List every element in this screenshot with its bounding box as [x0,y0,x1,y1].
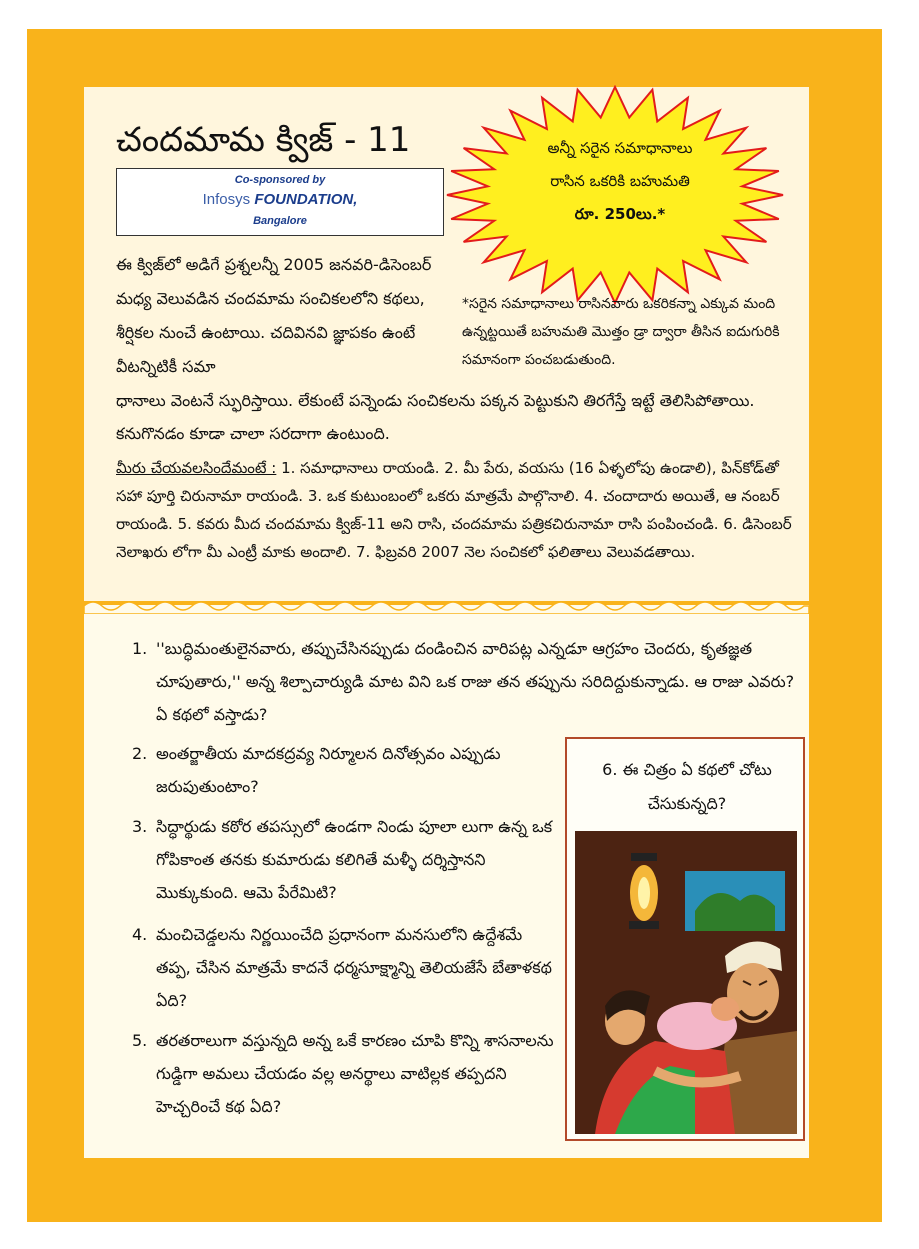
sponsor-foundation: FOUNDATION, [250,191,358,208]
question-6-picture-box [565,737,805,1141]
picture-caption: 6. ఈ చిత్రం ఏ కథలో చోటు చేసుకున్నది? [602,760,772,813]
sponsor-line-1: Co-sponsored by [234,174,326,186]
prize-text [535,132,705,231]
story-illustration [575,831,797,1134]
rules-paragraph [116,454,806,566]
infosys-logo: Infosys [202,191,251,208]
question-text: మంచిచెడ్డలను నిర్ణయించేది ప్రధానంగా మనసులోని ఉద్దేశమే తప్ప, చేసిన మాత్రమే కాదనే ధర్మసూక్ష్మాన్ని తెలియజేసే బేతాళకథ ఏది? [156,925,552,1010]
intro-paragraph-continued: ధానాలు వెంటనే స్ఫురిస్తాయి. లేకుంటే పన్నెండు సంచికలను పక్కన పెట్టుకుని తిరగేస్తే ఇట్టే తెలిసిపోతాయి. కనుగొనడం కూడా చాలా సరదాగా ఉంటుంది. [116,391,755,443]
question-number: 5. [132,1031,148,1050]
question-text: సిద్ధార్థుడు కఠోర తపస్సులో ఉండగా నిండు పూలా లుగా ఉన్న ఒక గోపికాంత తనకు కుమారుడు కలిగితే మళ్ళీ దర్శిస్తానని మొక్కుకుంది. ఆమె పేరేమిటి? [156,817,553,902]
question-1 [132,632,807,731]
prize-line-1: అన్నీ సరైన సమాధానాలు [547,139,693,157]
sponsor-line-2 [117,191,443,208]
question-number: 3. [132,817,148,836]
question-3 [132,810,557,909]
rules-text: 1. సమాధానాలు రాయండి. 2. మీ పేరు, వయసు (16 ఏళ్ళలోపు ఉండాలి), పిన్‌కోడ్‌తో సహా పూర్తి చిరునామా రాయండి. 3. ఒక కుటుంబంలో ఒకరు మాత్రమే పాల్గొనాలి. 4. చందాదారు అయితే, ఆ నంబర్ రాయండి. 5. కవరు మీద చందమామ క్విజ్-11 అని రాసి, చందమామ పత్రికచిరునామా రాసి పంపించండి. 6. డిసెంబర్ నెలాఖరు లోగా మీ ఎంట్రీ మాకు అందాలి. 7. ఫిబ్రవరి 2007 నెల సంచికలో ఫలితాలు వెలువడతాయి. [116,459,792,561]
page-title: చందమామ క్విజ్ - 11 [116,120,411,160]
question-text: ''బుద్ధిమంతులైనవారు, తప్పుచేసినప్పుడు దండించిన వారిపట్ల ఎన్నడూ ఆగ్రహం చెందరు, కృతజ్ఞత చూపుతారు,'' అన్న శిల్పాచార్యుడి మాట విని ఒక రాజు తన తప్పును సరిదిద్దుకున్నాడు. ఆ రాజు ఎవరు? ఏ కథలో వస్తాడు? [156,639,795,724]
question-number: 2. [132,744,148,763]
question-text: అంతర్జాతీయ మాదకద్రవ్య నిర్మూలన దినోత్సవం ఎప్పుడు జరుపుతుంటాం? [156,744,501,796]
question-4 [132,918,557,1017]
question-5 [132,1024,557,1123]
question-number: 4. [132,925,148,944]
wavy-divider [84,598,809,614]
question-number: 1. [132,639,148,658]
prize-footnote: *సరైన సమాధానాలు రాసినవారు ఒకరికన్నా ఎక్కువ మంది ఉన్నట్టయితే బహుమతి మొత్తం డ్రా ద్వారా తీసిన ఐదుగురికి సమానంగా పంచబడుతుంది. [462,296,780,368]
question-2 [132,737,557,803]
prize-line-2: రాసిన ఒకరికి బహుమతి [550,172,690,190]
prize-line-3: రూ. 250లు.* [574,205,666,223]
intro-paragraph: ఈ క్విజ్‌లో అడిగే ప్రశ్నలన్నీ 2005 జనవరి-డిసెంబర్ మధ్య వెలువడిన చందమామ సంచికలలోని కథలు, శీర్షికల నుంచే ఉంటాయి. చదివినవి జ్ఞాపకం ఉంటే వీటన్నిటికీ సమా [116,255,432,376]
question-text: తరతరాలుగా వస్తున్నది అన్న ఒకే కారణం చూపి కొన్ని శాసనాలను గుడ్డిగా అమలు చేయడం వల్ల అనర్థాలు వాటిల్లక తప్పదని హెచ్చరించే కథ ఏది? [156,1031,554,1116]
rules-lead: మీరు చేయవలసిందేమంటే : [116,459,277,477]
sponsor-line-3: Bangalore [253,215,307,227]
sponsor-box [116,168,444,236]
